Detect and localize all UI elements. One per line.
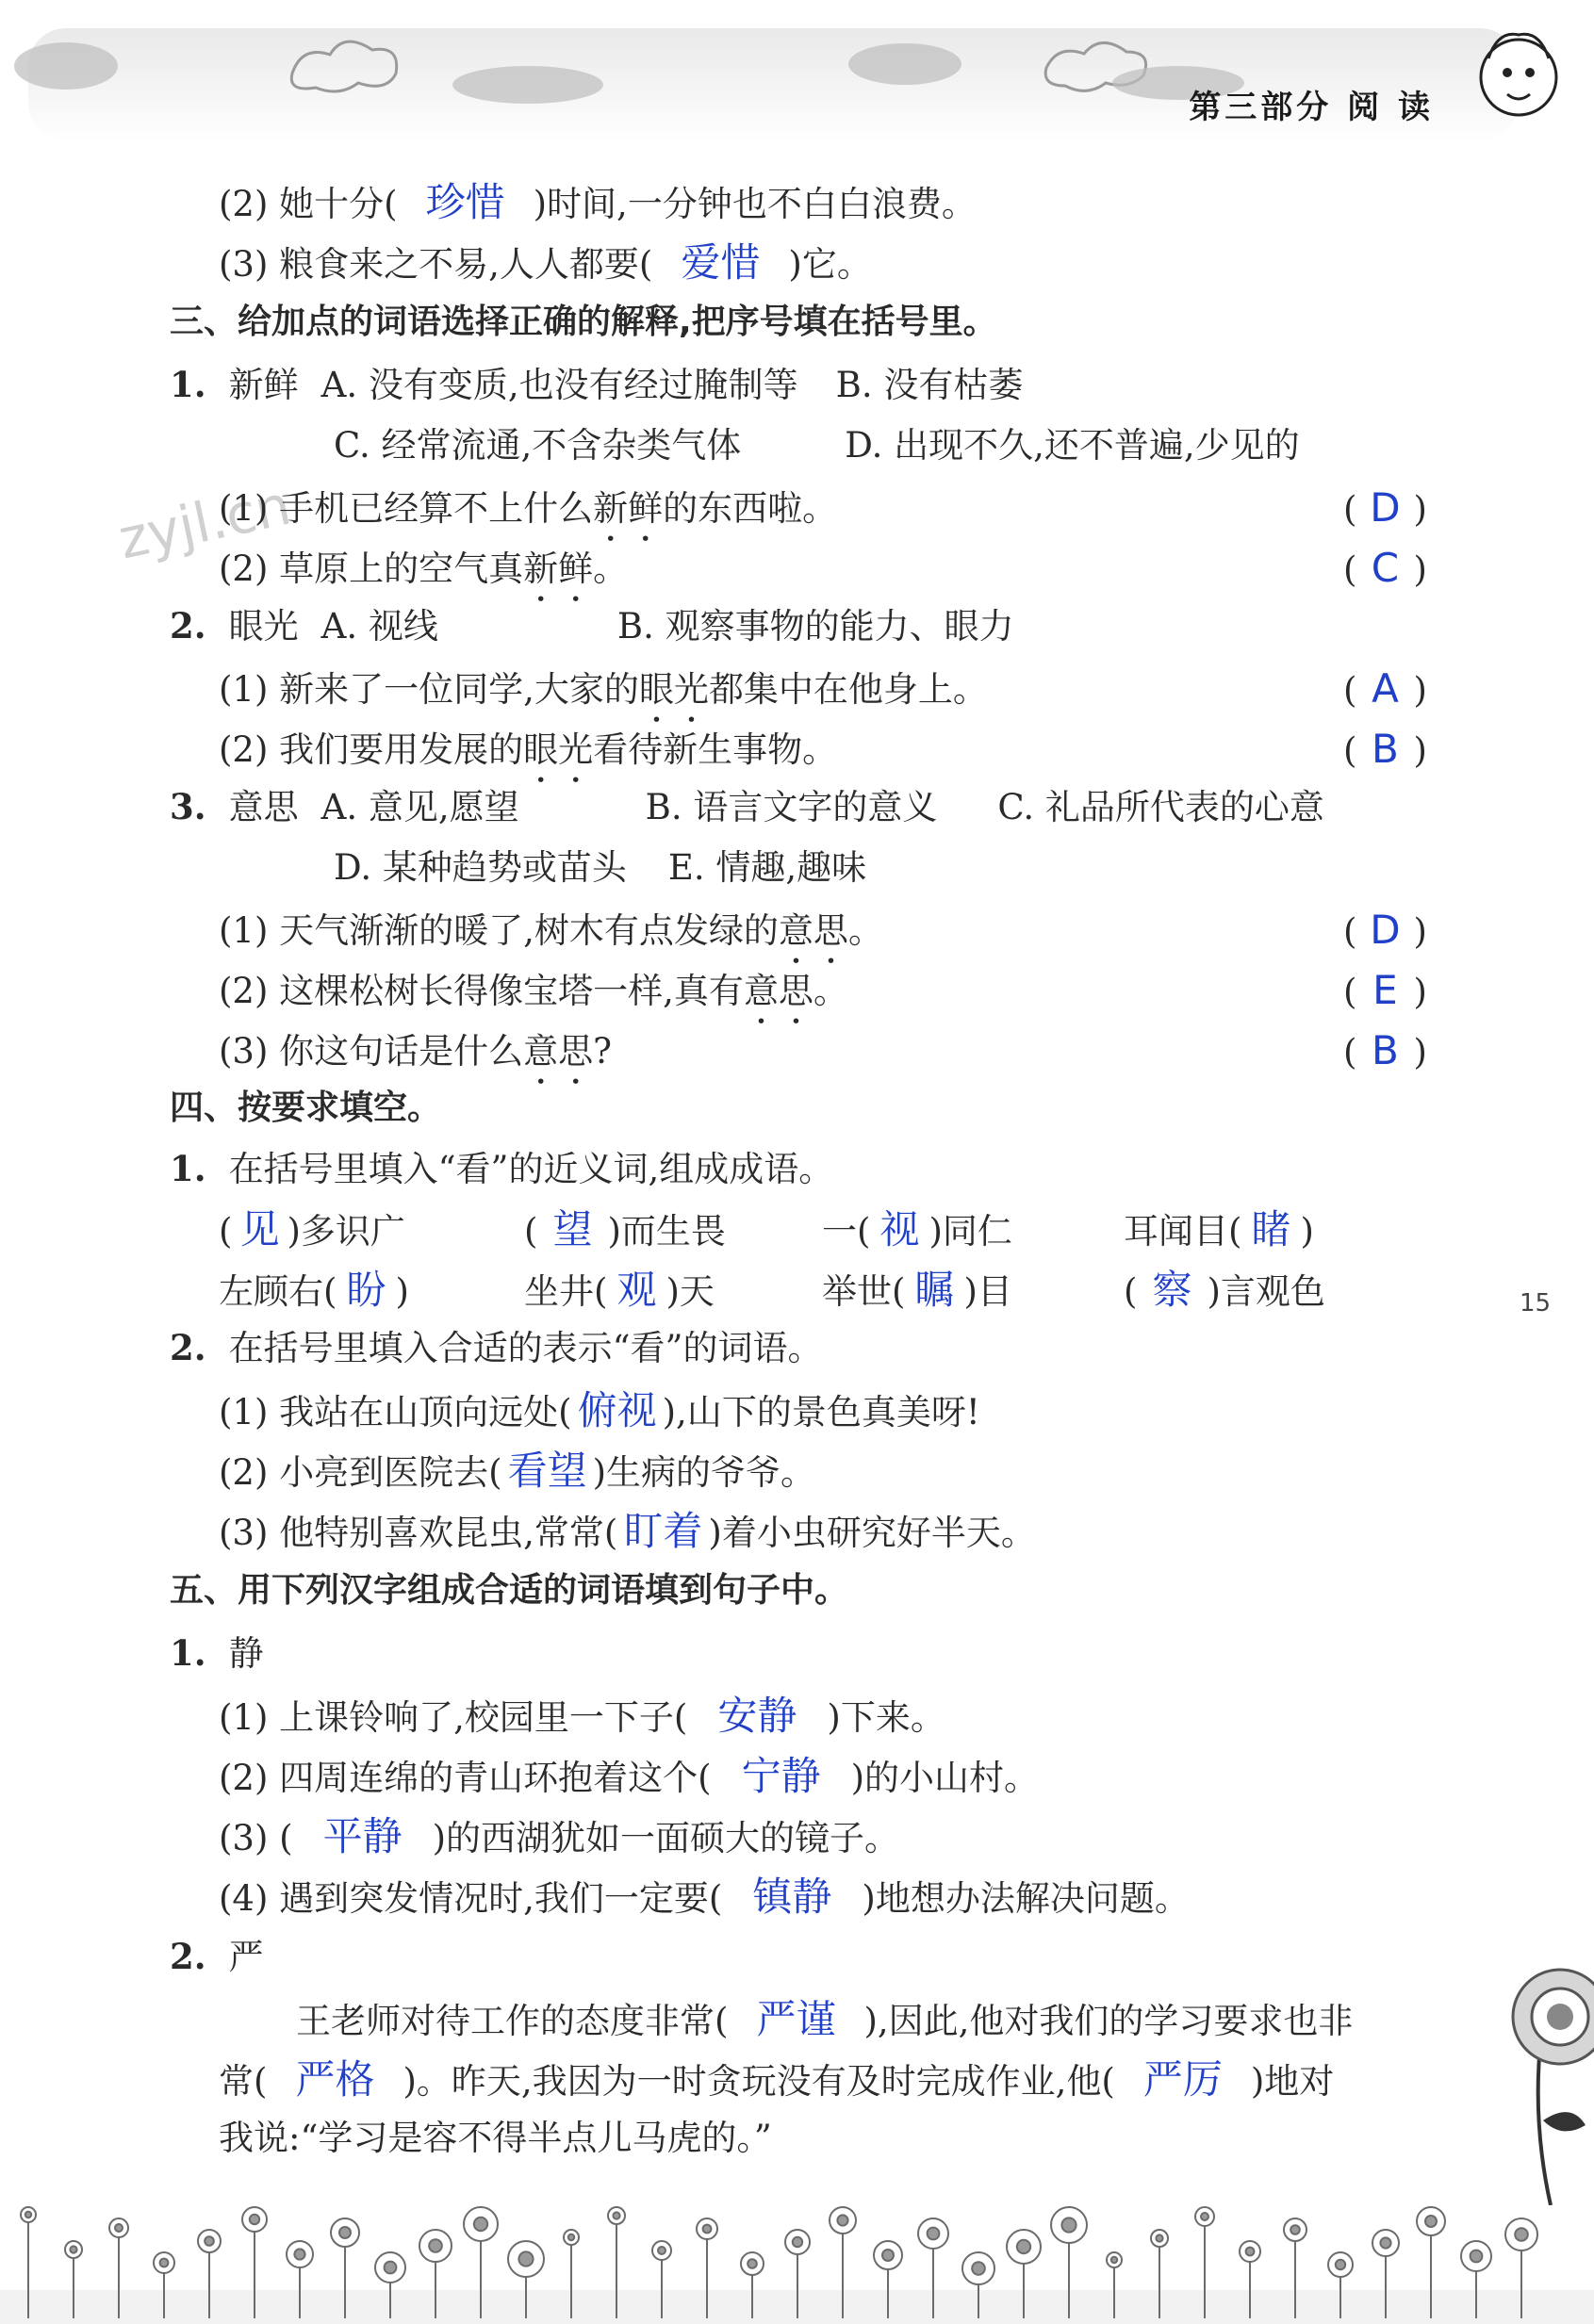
idiom-item: ( 察 )言观色 xyxy=(1124,1267,1325,1313)
idiom-item: 坐井( 观 )天 xyxy=(524,1267,715,1313)
sentence-line: (3) ( 平静 )的西湖犹如一面硕大的镜子。 xyxy=(219,1813,900,1859)
question-line: 2. 眼光 A. 视线 B. 观察事物的能力、眼力 xyxy=(170,605,1014,646)
flower-border-icon xyxy=(0,2177,1594,2324)
idiom-item: 左顾右( 盼 ) xyxy=(219,1267,409,1313)
paragraph-line: 我说:“学习是容不得半点儿马虎的。” xyxy=(219,2118,772,2158)
sentence-line: (1) 上课铃响了,校园里一下子( 安静 )下来。 xyxy=(219,1693,945,1739)
sentence-line: (4) 遇到突发情况时,我们一定要( 镇静 )地想办法解决问题。 xyxy=(219,1874,1190,1920)
answer-text: 珍惜 xyxy=(425,179,505,225)
paragraph-line: 常( 严格 )。昨天,我因为一时贪玩没有及时完成作业,他( 严厉 )地对 xyxy=(219,2056,1335,2103)
watermark: zyjl.cn xyxy=(112,472,297,572)
answer-bracket: ( B ) xyxy=(1343,726,1427,772)
section-heading: 三、给加点的词语选择正确的解释,把序号填在括号里。 xyxy=(170,303,997,341)
sentence-line: (2) 小亮到医院去( 看望 )生病的爷爷。 xyxy=(219,1448,816,1494)
sentence-line: (2) 我们要用发展的眼光看待新生事物。 xyxy=(219,729,838,770)
idiom-item: 举世( 瞩 )目 xyxy=(822,1267,1012,1313)
cloud-decoration-icon xyxy=(0,0,1594,151)
page-number: 15 xyxy=(1520,1289,1552,1317)
answer-bracket: ( D ) xyxy=(1343,907,1427,953)
sentence-line: (3) 你这句话是什么意思? xyxy=(219,1031,613,1072)
sentence-line: (3) 他特别喜欢昆虫,常常( 盯着 )着小虫研究好半天。 xyxy=(219,1508,1036,1554)
paragraph-line: 王老师对待工作的态度非常( 严谨 ),因此,他对我们的学习要求也非 xyxy=(296,1996,1354,2042)
section-heading: 五、用下列汉字组成合适的词语填到句子中。 xyxy=(170,1571,849,1610)
idiom-item: 一( 视 )同仁 xyxy=(822,1206,1012,1252)
section-heading: 四、按要求填空。 xyxy=(170,1088,442,1127)
question-line: 1. 新鲜 A. 没有变质,也没有经过腌制等 B. 没有枯萎 xyxy=(170,364,1024,405)
sentence-line: (2) 她十分( 珍惜 )时间,一分钟也不白白浪费。 xyxy=(219,179,977,225)
sentence-line: (2) 这棵松树长得像宝塔一样,真有意思。 xyxy=(219,971,848,1011)
answer-text: 爱惜 xyxy=(681,239,761,286)
answer-bracket: ( E ) xyxy=(1343,967,1427,1013)
question-line: 3. 意思 A. 意见,愿望 B. 语言文字的意义 C. 礼品所代表的心意 xyxy=(170,786,1324,827)
answer-bracket: ( A ) xyxy=(1343,665,1427,712)
question-line: 1. 在括号里填入“看”的近义词,组成成语。 xyxy=(170,1148,834,1189)
answer-bracket: ( C ) xyxy=(1343,545,1427,591)
sentence-line: (2) 草原上的空气真新鲜。 xyxy=(219,548,629,589)
idiom-item: ( 见 )多识广 xyxy=(219,1206,405,1252)
option-line: D. 某种趋势或苗头 E. 情趣,趣味 xyxy=(334,847,867,888)
question-line: 2. 严 xyxy=(170,1936,264,1977)
idiom-item: 耳闻目( 睹 ) xyxy=(1124,1206,1314,1252)
idiom-item: ( 望 )而生畏 xyxy=(524,1206,726,1252)
sentence-line: (1) 新来了一位同学,大家的眼光都集中在他身上。 xyxy=(219,669,988,710)
question-line: 1. 静 xyxy=(170,1632,264,1674)
sentence-line: (2) 四周连绵的青山环抱着这个( 宁静 )的小山村。 xyxy=(219,1753,1040,1799)
section-title: 第三部分 阅 读 xyxy=(1189,89,1434,126)
sentence-line: (1) 我站在山顶向远处( 俯视 ),山下的景色真美呀! xyxy=(219,1387,980,1433)
sentence-line: (1) 天气渐渐的暖了,树木有点发绿的意思。 xyxy=(219,910,883,951)
answer-bracket: ( D ) xyxy=(1343,484,1427,531)
monkey-mascot-icon xyxy=(1471,21,1566,124)
sentence-line: (1) 手机已经算不上什么新鲜的东西啦。 xyxy=(219,488,838,529)
question-line: 2. 在括号里填入合适的表示“看”的词语。 xyxy=(170,1327,823,1368)
flower-decoration-icon xyxy=(1485,1960,1594,2205)
option-line: C. 经常流通,不含杂类气体 D. 出现不久,还不普遍,少见的 xyxy=(334,425,1300,466)
sentence-line: (3) 粮食来之不易,人人都要( 爱惜 )它。 xyxy=(219,239,872,286)
answer-bracket: ( B ) xyxy=(1343,1027,1427,1073)
page-header xyxy=(0,0,1594,151)
